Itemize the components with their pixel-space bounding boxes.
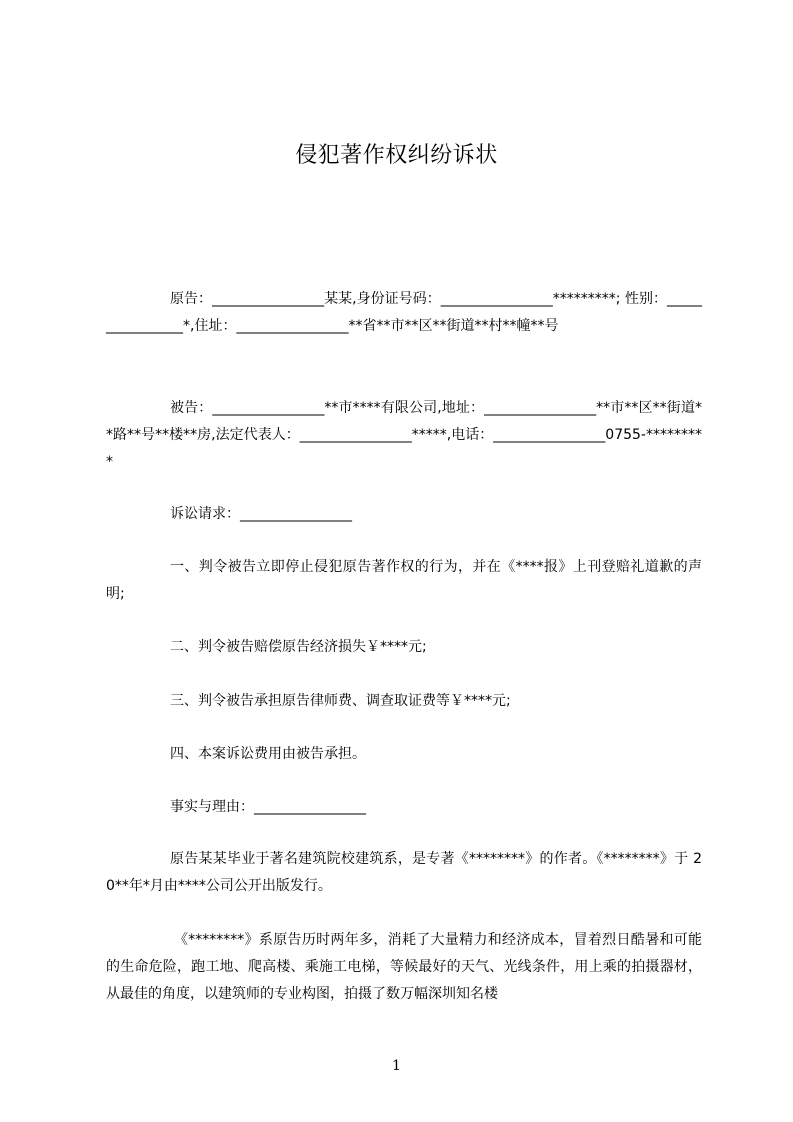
claim-item-4: 四、本案诉讼费用由被告承担。 [170, 746, 366, 762]
claim-item-1: 一、判令被告立即停止侵犯原告著作权的行为，并在《****报》上刊登赔礼道歉的声明; [106, 559, 702, 602]
claims-heading: 诉讼请求：________________ [170, 506, 352, 522]
plaintiff-paragraph: 原告：________________某某,身份证号码：________________*********; 性别：________________*,住址：________________**省**市**区**街道**村**幢**号 [106, 291, 702, 334]
document-title: 侵犯著作权纠纷诉状 [295, 143, 498, 168]
claim-item-3: 三、判令被告承担原告律师费、调查取证费等￥****元; [170, 693, 511, 709]
facts-heading: 事实与理由：________________ [170, 799, 366, 815]
page-number: 1 [392, 1058, 401, 1074]
facts-paragraph-1: 原告某某毕业于著名建筑院校建筑系，是专著《********》的作者。《********》于 20**年*月由****公司公开出版发行。 [106, 851, 702, 894]
claim-item-2: 二、判令被告赔偿原告经济损失￥****元; [170, 639, 427, 655]
defendant-paragraph: 被告：________________**市****有限公司,地址：________________**市**区**街道**路**号**楼**房,法定代表人：________________*****,电话：________________0755-********* [106, 400, 702, 470]
facts-paragraph-2: 《********》系原告历时两年多，消耗了大量精力和经济成本，冒着烈日酷暑和可能的生命危险，跑工地、爬高楼、乘施工电梯，等候最好的天气、光线条件，用上乘的拍摄器材，从最佳的角度，以建筑师的专业构图，拍摄了数万幅深圳知名楼 [106, 932, 702, 1002]
